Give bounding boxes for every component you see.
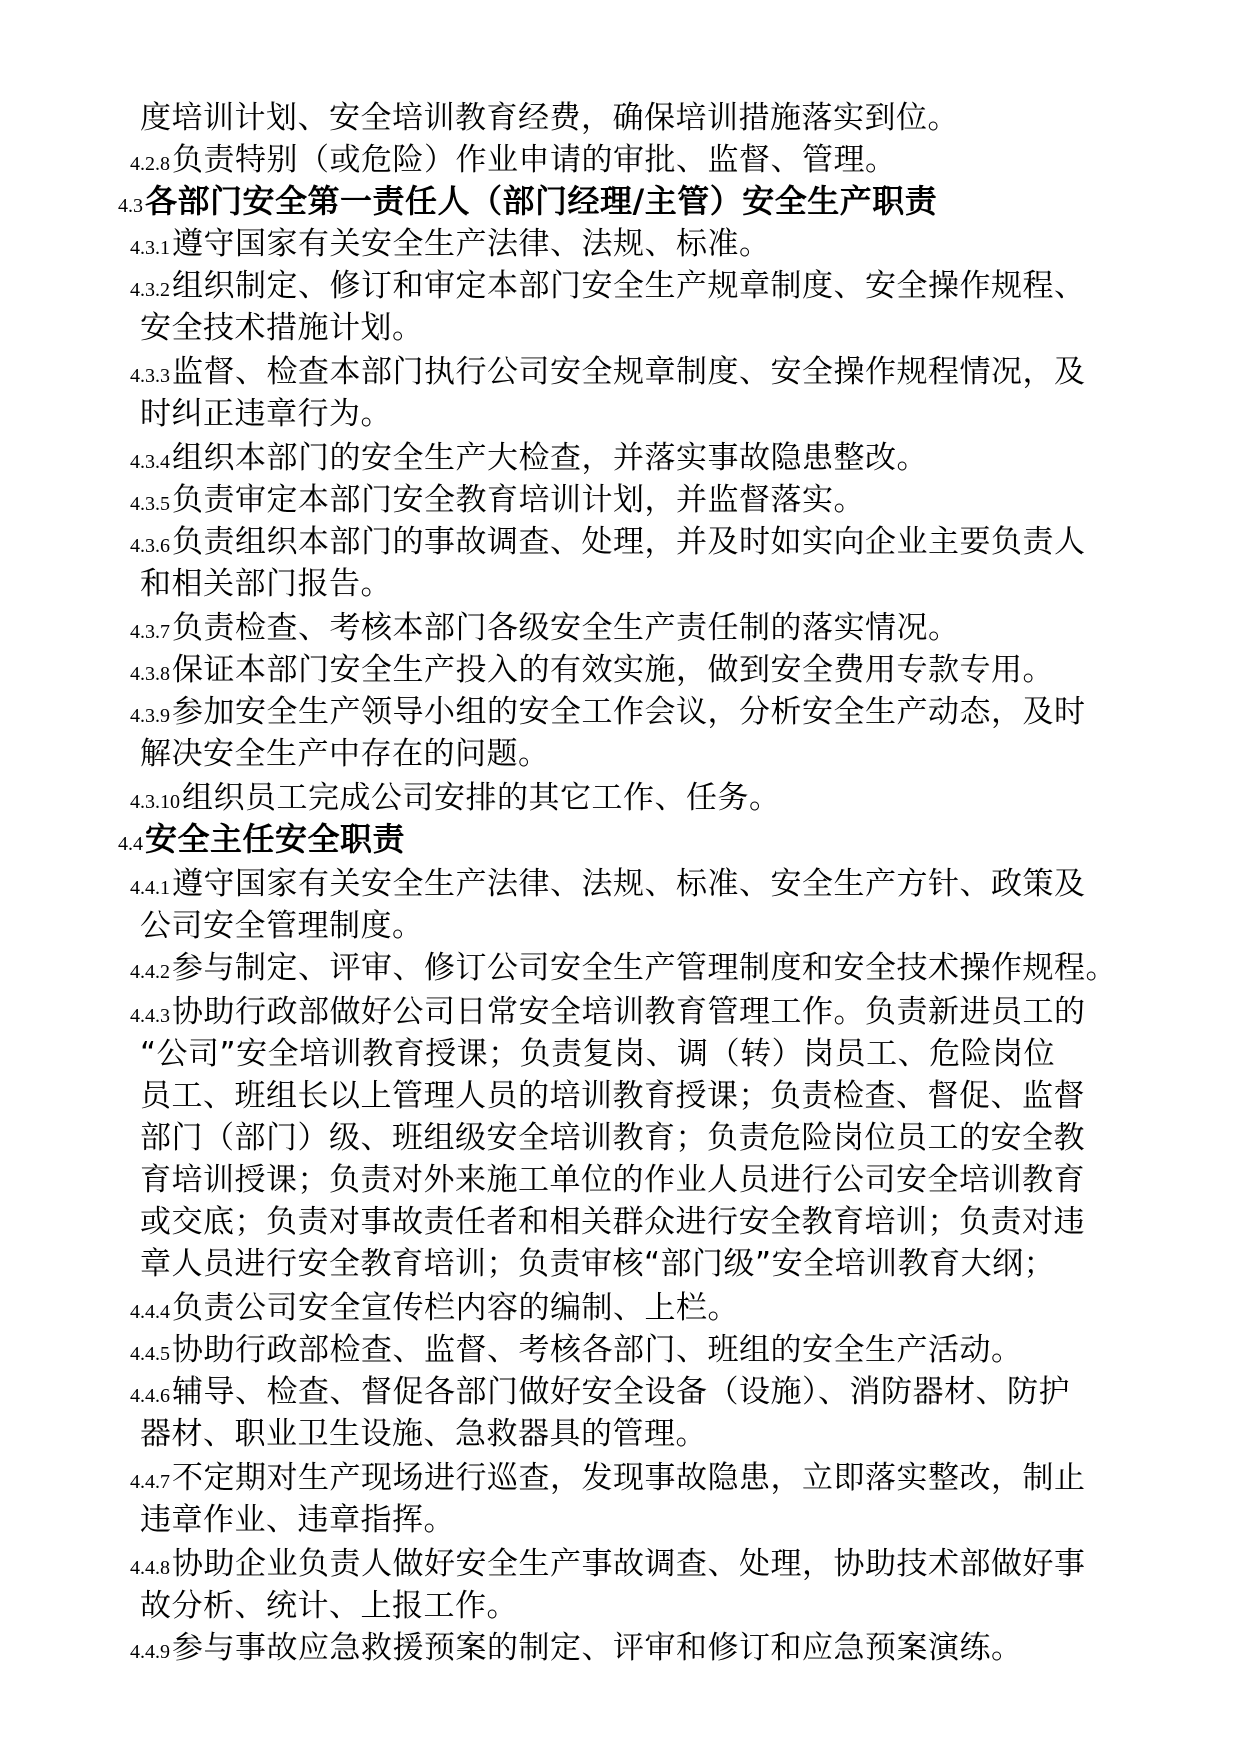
line-text: 监督、检查本部门执行公司安全规章制度、安全操作规程情况，及 xyxy=(172,354,1086,390)
line-text: 参加安全生产领导小组的安全工作会议，分析安全生产动态，及时 xyxy=(172,694,1086,730)
clause-4-4-5 xyxy=(130,1328,1023,1370)
line-text: 参与制定、评审、修订公司安全生产管理制度和安全技术操作规程。 xyxy=(172,950,1117,986)
line-text: 安全技术措施计划。 xyxy=(140,310,424,346)
line-text: 解决安全生产中存在的问题。 xyxy=(140,736,550,772)
clause-number: 4.3.6 xyxy=(130,535,170,557)
section-heading-4-3 xyxy=(118,180,937,222)
clause-number: 4.3.4 xyxy=(130,451,170,473)
line-text: 度培训计划、安全培训教育经费，确保培训措施落实到位。 xyxy=(140,100,959,136)
section-title: 各部门安全第一责任人（部门经理/主管）安全生产职责 xyxy=(145,182,938,220)
line-text: 辅导、检查、督促各部门做好安全设备（设施）、消防器材、防护 xyxy=(172,1374,1070,1410)
clause-4-3-5 xyxy=(130,478,865,520)
clause-number: 4.3.7 xyxy=(130,621,170,643)
clause-4-3-3-continuation xyxy=(140,392,392,434)
clause-4-4-3-continuation xyxy=(140,1032,1055,1074)
clause-number: 4.4.5 xyxy=(130,1343,170,1365)
clause-4-4-3-continuation xyxy=(140,1200,1085,1242)
clause-4-4-3 xyxy=(130,990,1086,1032)
line-text: 遵守国家有关安全生产法律、法规、标准。 xyxy=(172,226,771,262)
line-text: 公司安全管理制度。 xyxy=(140,908,424,944)
line-text: “公司”安全培训教育授课；负责复岗、调（转）岗员工、危险岗位 xyxy=(140,1036,1056,1072)
clause-number: 4.4.8 xyxy=(130,1557,170,1579)
clause-4-4-1-continuation xyxy=(140,904,424,946)
line-text: 负责检查、考核本部门各级安全生产责任制的落实情况。 xyxy=(172,610,960,646)
line-text: 时纠正违章行为。 xyxy=(140,396,392,432)
line-text: 负责特别（或危险）作业申请的审批、监督、管理。 xyxy=(172,142,897,178)
line-text: 负责公司安全宣传栏内容的编制、上栏。 xyxy=(172,1290,739,1326)
clause-4-3-6-continuation xyxy=(140,562,392,604)
clause-4-4-6-continuation xyxy=(140,1412,707,1454)
line-text: 协助行政部做好公司日常安全培训教育管理工作。负责新进员工的 xyxy=(172,994,1086,1030)
clause-4-4-3-continuation xyxy=(140,1116,1085,1158)
clause-number: 4.4.7 xyxy=(130,1471,170,1493)
clause-number: 4.3.1 xyxy=(130,237,170,259)
line-text: 育培训授课；负责对外来施工单位的作业人员进行公司安全培训教育 xyxy=(140,1162,1085,1198)
section-number: 4.3 xyxy=(118,195,143,217)
line-text: 章人员进行安全教育培训；负责审核“部门级”安全培训教育大纲； xyxy=(140,1246,1056,1282)
line-text: 遵守国家有关安全生产法律、法规、标准、安全生产方针、政策及 xyxy=(172,866,1086,902)
clause-number: 4.3.8 xyxy=(130,663,170,685)
clause-number: 4.2.8 xyxy=(130,153,170,175)
clause-4-3-9 xyxy=(130,690,1086,732)
clause-4-3-10 xyxy=(130,776,781,818)
line-text: 部门（部门）级、班组级安全培训教育；负责危险岗位员工的安全教 xyxy=(140,1120,1085,1156)
clause-4-4-3-continuation xyxy=(140,1074,1085,1116)
line-text: 组织本部门的安全生产大检查，并落实事故隐患整改。 xyxy=(172,440,928,476)
clause-4-4-7 xyxy=(130,1456,1086,1498)
section-number: 4.4 xyxy=(118,833,143,855)
clause-4-4-2 xyxy=(130,946,1117,988)
clause-4-3-8 xyxy=(130,648,1054,690)
clause-4-4-3-continuation xyxy=(140,1158,1085,1200)
clause-number: 4.4.9 xyxy=(130,1641,170,1663)
clause-4-3-2-continuation xyxy=(140,306,424,348)
line-text: 器材、职业卫生设施、急救器具的管理。 xyxy=(140,1416,707,1452)
clause-number: 4.4.1 xyxy=(130,877,170,899)
clause-4-4-6 xyxy=(130,1370,1070,1412)
line-text: 组织员工完成公司安排的其它工作、任务。 xyxy=(182,780,781,816)
clause-number: 4.4.2 xyxy=(130,961,170,983)
clause-number: 4.3.3 xyxy=(130,365,170,387)
clause-4-3-4 xyxy=(130,436,928,478)
line-text: 和相关部门报告。 xyxy=(140,566,392,602)
clause-number: 4.4.6 xyxy=(130,1385,170,1407)
clause-number: 4.4.3 xyxy=(130,1005,170,1027)
clause-4-3-7 xyxy=(130,606,960,648)
clause-4-4-8-continuation xyxy=(140,1584,518,1626)
clause-4-4-9 xyxy=(130,1626,1023,1668)
line-text: 或交底；负责对事故责任者和相关群众进行安全教育培训；负责对违 xyxy=(140,1204,1085,1240)
clause-4-4-1 xyxy=(130,862,1086,904)
line-text: 参与事故应急救援预案的制定、评审和修订和应急预案演练。 xyxy=(172,1630,1023,1666)
clause-4-3-2 xyxy=(130,264,1086,306)
clause-4-3-6 xyxy=(130,520,1086,562)
line-text: 违章作业、违章指挥。 xyxy=(140,1502,455,1538)
clause-number: 4.3.9 xyxy=(130,705,170,727)
clause-4-4-7-continuation xyxy=(140,1498,455,1540)
line-text: 保证本部门安全生产投入的有效实施，做到安全费用专款专用。 xyxy=(172,652,1054,688)
line-text: 故分析、统计、上报工作。 xyxy=(140,1588,518,1624)
clause-number: 4.3.5 xyxy=(130,493,170,515)
section-heading-4-4 xyxy=(118,818,405,860)
clause-4-3-9-continuation xyxy=(140,732,550,774)
section-title: 安全主任安全职责 xyxy=(145,820,406,858)
clause-4-4-3-continuation xyxy=(140,1242,1055,1284)
line-text: 负责组织本部门的事故调查、处理，并及时如实向企业主要负责人 xyxy=(172,524,1086,560)
clause-number: 4.4.4 xyxy=(130,1301,170,1323)
clause-4-2-8 xyxy=(130,138,897,180)
line-text: 负责审定本部门安全教育培训计划，并监督落实。 xyxy=(172,482,865,518)
line-text: 协助行政部检查、监督、考核各部门、班组的安全生产活动。 xyxy=(172,1332,1023,1368)
paragraph-continuation xyxy=(140,96,959,138)
line-text: 不定期对生产现场进行巡查，发现事故隐患，立即落实整改，制止 xyxy=(172,1460,1086,1496)
line-text: 组织制定、修订和审定本部门安全生产规章制度、安全操作规程、 xyxy=(172,268,1086,304)
clause-4-3-1 xyxy=(130,222,771,264)
line-text: 协助企业负责人做好安全生产事故调查、处理，协助技术部做好事 xyxy=(172,1546,1086,1582)
clause-4-4-8 xyxy=(130,1542,1086,1584)
clause-number: 4.3.2 xyxy=(130,279,170,301)
clause-number: 4.3.10 xyxy=(130,791,180,813)
clause-4-3-3 xyxy=(130,350,1086,392)
line-text: 员工、班组长以上管理人员的培训教育授课；负责检查、督促、监督 xyxy=(140,1078,1085,1114)
clause-4-4-4 xyxy=(130,1286,739,1328)
